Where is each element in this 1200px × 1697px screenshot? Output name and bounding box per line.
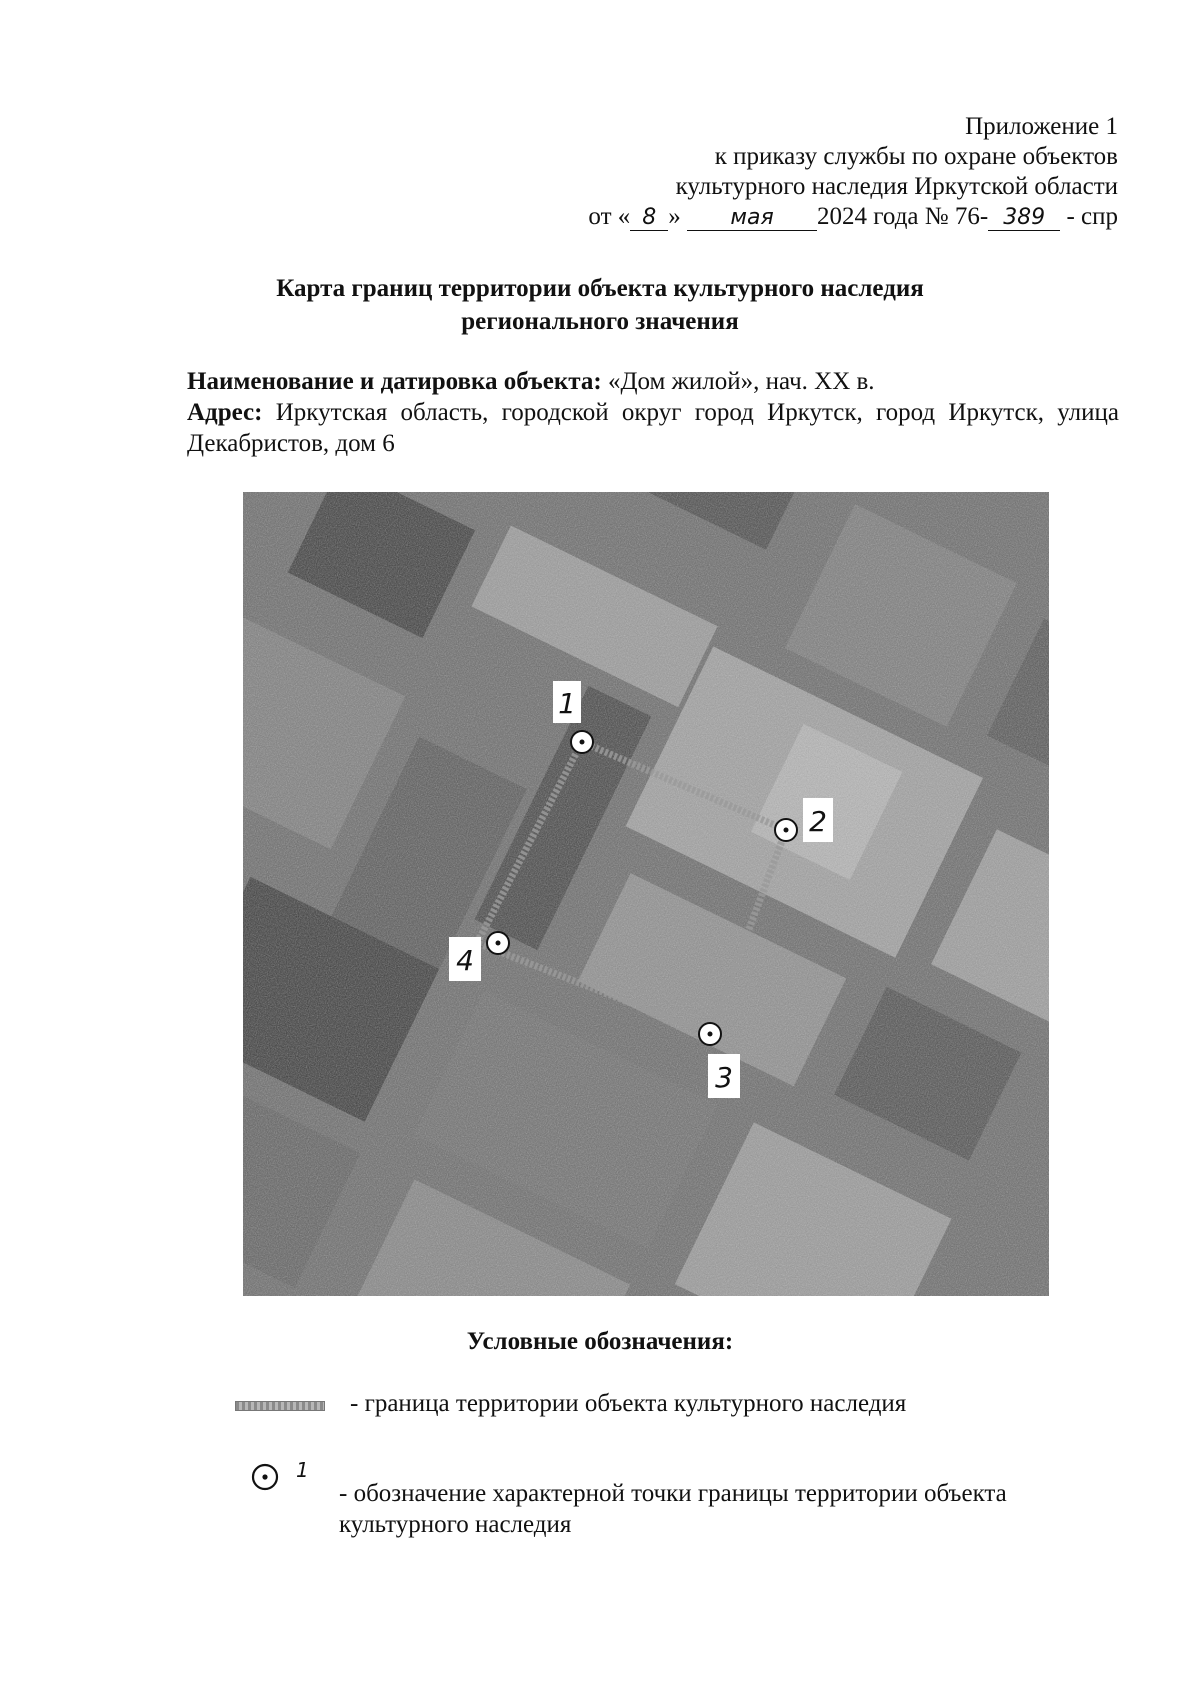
address-label: Адрес:	[187, 399, 263, 426]
appendix-title: Приложение 1	[965, 113, 1118, 140]
map-texture	[243, 492, 1049, 1296]
legend-title: Условные обозначения:	[466, 1328, 734, 1355]
appendix-header	[588, 112, 1118, 232]
legend-boundary-text: - граница территории объекта культурного наследия	[350, 1390, 907, 1417]
address-value: Иркутская область, городской округ город Иркутск, город Иркутск, улица Декабристов, дом 6	[187, 399, 1120, 457]
handwritten-month: мая	[687, 206, 817, 231]
quote-close: »	[668, 203, 681, 230]
point-label-1: 1	[558, 687, 576, 720]
legend-point-number: 1	[296, 1458, 309, 1482]
boundary-line-symbol	[235, 1401, 325, 1411]
order-line: к приказу службы по охране объектов	[714, 143, 1118, 170]
point-label-3: 3	[715, 1061, 733, 1094]
number-suffix: - спр	[1066, 203, 1118, 230]
handwritten-day: 8	[630, 206, 668, 231]
point-symbol-icon	[250, 1462, 280, 1497]
title-line-2: регионального значения	[461, 308, 739, 335]
legend-point-text	[339, 1478, 1099, 1540]
date-line	[588, 202, 1118, 232]
object-name-value: «Дом жилой», нач. XX в.	[607, 368, 875, 395]
legend-point-text-line-1: - обозначение характерной точки границы территории объекта	[339, 1480, 1007, 1507]
object-name-row	[187, 366, 1119, 397]
year-text: 2024 года № 76-	[817, 203, 989, 230]
point-label-4: 4	[456, 944, 474, 977]
agency-line: культурного наследия Иркутской области	[675, 173, 1118, 200]
document-title	[0, 272, 1200, 338]
satellite-map	[243, 492, 1049, 1296]
object-info	[187, 366, 1119, 459]
title-line-1: Карта границ территории объекта культурного наследия	[276, 275, 924, 302]
handwritten-number: 389	[988, 206, 1060, 231]
object-name-label: Наименование и датировка объекта:	[187, 368, 602, 395]
legend-point-text-line-2: культурного наследия	[339, 1511, 572, 1538]
point-label-2: 2	[809, 805, 827, 838]
address-row	[187, 397, 1119, 459]
date-prefix: от «	[588, 203, 631, 230]
